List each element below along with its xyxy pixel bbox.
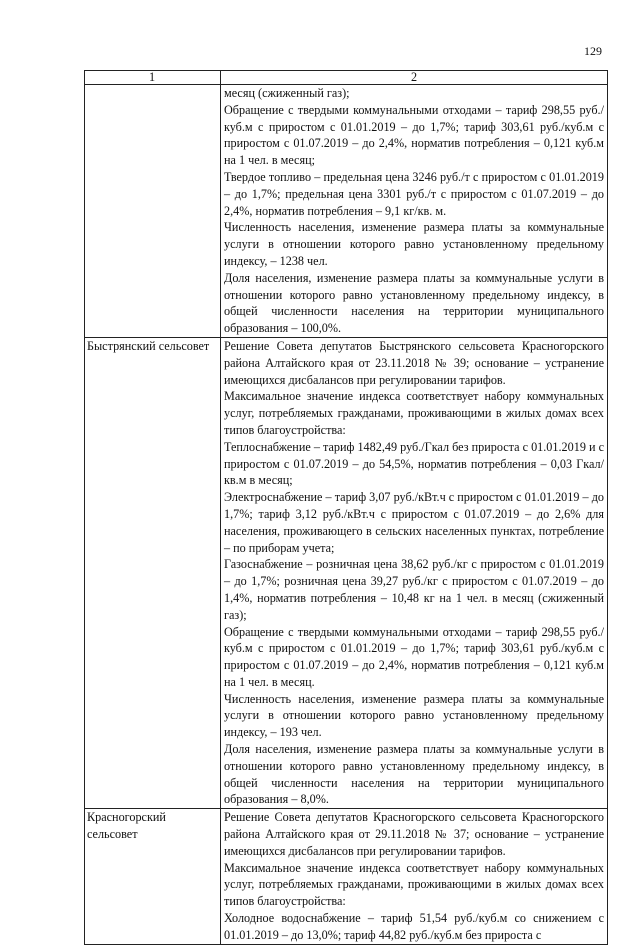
details-cell bbox=[221, 85, 608, 338]
municipality-cell: Быстрянский сельсовет bbox=[85, 337, 221, 808]
tariff-table bbox=[84, 70, 608, 945]
paragraph: Электроснабжение – тариф 3,07 руб./кВт.ч с приростом с 01.01.2019 – до 1,7%; тариф 3,12 руб./кВт.ч с приростом с 01.07.2019 – до 2,6% для населения, проживающего в сельских населенных пунктах, потребление – по приборам учета; bbox=[224, 490, 604, 555]
paragraph: Максимальное значение индекса соответствует набору коммунальных услуг, потребляемых гражданами, проживающими в жилых домах всех типов благоустройства: bbox=[224, 860, 604, 909]
paragraph: Численность населения, изменение размера платы за коммунальные услуги в отношении которого равно установленному предельному индексу, – 1238 чел. bbox=[224, 220, 604, 268]
details-cell bbox=[221, 337, 608, 808]
paragraph: Твердое топливо – предельная цена 3246 руб./т с приростом с 01.01.2019 – до 1,7%; предельная цена 3301 руб./т с приростом с 01.07.2019 – до 2,4%, норматив потребления – 9,1 кг/кв. м. bbox=[224, 169, 604, 218]
table-row bbox=[85, 85, 608, 338]
paragraph: Решение Совета депутатов Красногорского сельсовета Красногорского района Алтайского края от 29.11.2018 № 37; основание – устранение имеющихся дисбалансов при регулировании тарифов. bbox=[224, 810, 604, 858]
paragraph: Газоснабжение – розничная цена 38,62 руб./кг с приростом с 01.01.2019 – до 1,7%; розничная цена 39,27 руб./кг с приростом с 01.07.2019 – до 1,4%, норматив потребления – 10,48 кг на 1 чел. в месяц (сжиженный газ); bbox=[224, 557, 604, 622]
table-row bbox=[85, 809, 608, 944]
paragraph: Решение Совета депутатов Быстрянского сельсовета Красногорского района Алтайского края от 23.11.2018 № 39; основание – устранение имеющихся дисбалансов при регулировании тарифов. bbox=[224, 338, 604, 387]
page-number: 129 bbox=[584, 44, 602, 58]
paragraph: Максимальное значение индекса соответствует набору коммунальных услуг, потребляемых гражданами, проживающими в жилых домах всех типов благоустройства: bbox=[224, 389, 604, 437]
paragraph: Доля населения, изменение размера платы за коммунальные услуги в отношении которого равно установленному предельному индексу, в общей численности населения на территории муниципального образования – 8,0%. bbox=[224, 742, 604, 807]
table-row bbox=[85, 337, 608, 808]
column-header-2: 2 bbox=[221, 71, 608, 85]
paragraph: Холодное водоснабжение – тариф 51,54 руб./куб.м со снижением с 01.01.2019 – до 13,0%; тариф 44,82 руб./куб.м без прироста с bbox=[224, 911, 604, 942]
paragraph: Обращение с твердыми коммунальными отходами – тариф 298,55 руб./куб.м с приростом с 01.01.2019 – до 1,7%; тариф 303,61 руб./куб.м с приростом с 01.07.2019 – до 2,4%, норматив потребления – 0,121 куб.м на 1 чел. в месяц; bbox=[224, 102, 604, 168]
paragraph: Численность населения, изменение размера платы за коммунальные услуги в отношении которого равно установленному предельному индексу, – 193 чел. bbox=[224, 691, 604, 740]
table-header-row bbox=[85, 71, 608, 85]
details-cell bbox=[221, 809, 608, 944]
paragraph: Теплоснабжение – тариф 1482,49 руб./Гкал без прироста с 01.01.2019 и с приростом с 01.07.2019 – до 54,5%, норматив потребления – 0,03 Гкал/кв.м в месяц; bbox=[224, 439, 604, 488]
paragraph: Доля населения, изменение размера платы за коммунальные услуги в отношении которого равно установленному предельному индексу, в общей численности населения на территории муниципального образования – 100,0%. bbox=[224, 270, 604, 336]
paragraph: месяц (сжиженный газ); bbox=[224, 86, 350, 100]
municipality-cell bbox=[85, 85, 221, 338]
column-header-1: 1 bbox=[85, 71, 221, 85]
paragraph: Обращение с твердыми коммунальными отходами – тариф 298,55 руб./куб.м с приростом с 01.01.2019 – до 1,7%; тариф 303,61 руб./куб.м с приростом с 01.07.2019 – до 2,4%, норматив потребления – 0,121 куб.м на 1 чел. в месяц. bbox=[224, 624, 604, 689]
municipality-cell: Красногорский сельсовет bbox=[85, 809, 221, 944]
